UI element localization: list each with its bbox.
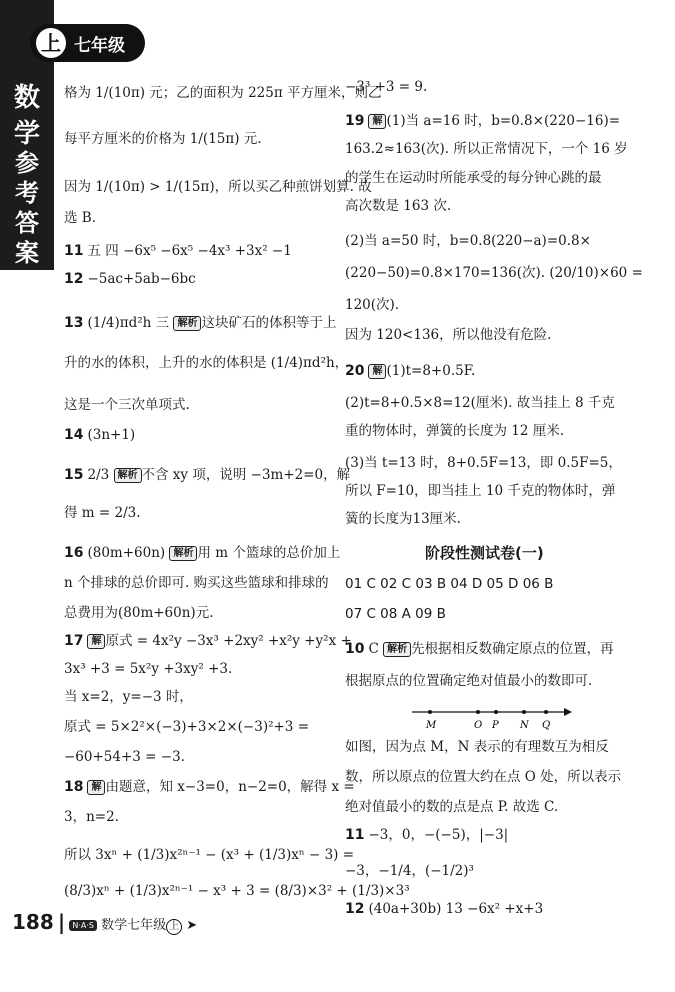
line-text: 3x³ +3 = 5x²y +3xy² +3. [64, 661, 233, 677]
side-subject [0, 80, 54, 152]
side-char: 参 [15, 149, 39, 177]
question-number: 13 [64, 315, 84, 331]
solution-badge: 解 [368, 114, 386, 129]
text-line [64, 310, 336, 336]
text-line [345, 193, 451, 219]
line-text: 簧的长度为13厘米. [345, 511, 461, 527]
grade-circle: 上 [36, 28, 66, 58]
question-number: 11 [64, 243, 84, 259]
line-text: 格为 1/(10π) 元；乙的面积为 225π 平方厘米，则乙 [64, 85, 382, 101]
text-line [345, 260, 643, 286]
text-line [345, 292, 399, 318]
text-line [64, 350, 348, 376]
line-text: 如图，因为点 M，N 表示的有理数互为相反 [345, 739, 609, 755]
line-text: 不含 xy 项，说明 −3m+2=0，解 [141, 467, 351, 483]
line-text: (1)t=8+0.5F. [386, 363, 476, 379]
text-line [64, 205, 96, 231]
question-number: 17 [64, 633, 84, 649]
line-text: (1)当 a=16 时，b=0.8×(220−16)= [386, 113, 621, 129]
text-line [64, 774, 355, 800]
question-number: 18 [64, 779, 84, 795]
text-line [345, 358, 475, 384]
solution-badge: 解 [368, 364, 386, 379]
text-line [64, 628, 352, 654]
solution-badge: 解析 [169, 546, 197, 561]
line-text: 得 m = 2/3. [64, 505, 141, 521]
page-number: 188 [12, 910, 54, 934]
number-line-arrow [564, 708, 572, 716]
text-line [64, 422, 135, 448]
line-text: 升的水的体积，上升的水的体积是 (1/4)πd²h， [64, 355, 349, 371]
footer: 188 | N·A·S 数学七年级 上 ➤ [12, 910, 198, 934]
number-line-label: Q [542, 720, 551, 731]
text-line [345, 858, 474, 884]
text-line [345, 794, 558, 820]
number-line-label: O [474, 720, 483, 731]
text-line [345, 228, 591, 254]
line-text: (220−50)=0.8×170=136(次). (20/10)×60 = [345, 265, 643, 281]
number-line-point [544, 710, 548, 714]
line-text: 2/3 [87, 467, 114, 483]
side-char: 数 [13, 83, 40, 113]
number-line-point [522, 710, 526, 714]
line-text: 原式 = 5×2²×(−3)+3×2×(−3)²+3 = [64, 719, 310, 735]
text-line [345, 896, 543, 922]
text-line [64, 600, 214, 626]
line-text: −3³ +3 = 9. [345, 79, 428, 95]
number-line-point [428, 710, 432, 714]
text-line [345, 390, 615, 416]
text-line [345, 764, 621, 790]
question-number: 12 [64, 271, 84, 287]
line-text: 的学生在运动时所能承受的每分钟心跳的最 [345, 170, 602, 186]
text-line [345, 822, 508, 848]
book-title: 数学七年级 [101, 918, 167, 933]
number-line-label: N [520, 720, 529, 731]
grade-pill [30, 24, 145, 62]
solution-badge: 解 [87, 780, 105, 795]
text-line [64, 714, 309, 740]
line-text: 由题意，知 x−3=0，n−2=0，解得 x = [105, 779, 355, 795]
question-number: 20 [345, 363, 365, 379]
line-text: −3，−1/4，(−1/2)³ [345, 863, 474, 879]
line-text: 数，所以原点的位置大约在点 O 处，所以表示 [345, 769, 622, 785]
line-text: 因为 1/(10π) > 1/(15π)，所以买乙种煎饼划算. 故 [64, 179, 372, 195]
number-line-label: M [426, 720, 437, 731]
side-char: 考 [15, 179, 39, 207]
question-number: 11 [345, 827, 365, 843]
line-text: 高次数是 163 次. [345, 198, 452, 214]
solution-badge: 解析 [173, 316, 201, 331]
text-line [64, 126, 262, 152]
text-line [64, 238, 292, 264]
line-text: 因为 120<136，所以他没有危险. [345, 327, 552, 343]
text-line [345, 418, 564, 444]
line-text: (80m+60n) [87, 545, 170, 561]
line-text: n 个排球的总价即可. 购买这些篮球和排球的 [64, 575, 329, 591]
line-text: −5ac+5ab−6bc [87, 271, 196, 287]
side-char: 答 [15, 209, 39, 237]
text-line [64, 804, 119, 830]
text-line [345, 636, 614, 662]
line-text: 原式 = 4x²y −3x³ +2xy² +x²y +y²x + [105, 633, 352, 649]
line-text: 所以 F=10，即当挂上 10 千克的物体时，弹 [345, 483, 616, 499]
text-line [345, 450, 622, 476]
line-text: 这块矿石的体积等于上 [201, 315, 337, 331]
arrow-icon: ➤ [186, 918, 198, 933]
question-number: 12 [345, 901, 365, 917]
number-line-point [476, 710, 480, 714]
line-text: −60+54+3 = −3. [64, 749, 185, 765]
text-line [345, 165, 602, 191]
publisher-logo: N·A·S [69, 920, 97, 931]
book-tag: 上 [166, 919, 182, 935]
line-text: 选 B. [64, 210, 97, 226]
line-text: 五 四 −6x⁵ −6x⁵ −4x³ +3x² −1 [87, 243, 292, 259]
text-line [345, 734, 609, 760]
text-line [345, 74, 427, 100]
text-line [64, 266, 196, 292]
line-text: 163.2≈163(次). 所以正常情况下，一个 16 岁 [345, 141, 628, 157]
line-text: 这是一个三次单项式. [64, 397, 190, 413]
text-line [64, 500, 141, 526]
number-line [412, 704, 572, 732]
line-text: 120(次). [345, 297, 400, 313]
line-text: 当 x=2，y=−3 时， [64, 689, 193, 705]
text-line [64, 462, 350, 488]
text-line [64, 842, 354, 868]
line-text: 绝对值最小的数的点是点 P. 故选 C. [345, 799, 559, 815]
solution-badge: 解 [87, 634, 105, 649]
answers-row-2: 07 C 08 A 09 B [345, 606, 446, 622]
solution-badge: 解析 [114, 468, 142, 483]
text-line [345, 108, 620, 134]
line-text: 根据原点的位置确定绝对值最小的数即可. [345, 673, 593, 689]
side-char: 学 [13, 119, 40, 149]
line-text: 先根据相反数确定原点的位置，再 [411, 641, 614, 657]
text-line [64, 684, 193, 710]
text-line [64, 80, 382, 106]
line-text: (2)当 a=50 时，b=0.8(220−a)=0.8× [345, 233, 591, 249]
line-text: 所以 3xⁿ + (1/3)x²ⁿ⁻¹ − (x³ + (1/3)xⁿ − 3) = [64, 847, 355, 863]
line-text: 重的物体时，弹簧的长度为 12 厘米. [345, 423, 565, 439]
line-text: 3，n=2. [64, 809, 119, 825]
text-line [64, 174, 372, 200]
text-line [345, 506, 461, 532]
line-text: (1/4)πd²h 三 [87, 315, 174, 331]
answers-row-1: 01 C 02 C 03 B 04 D 05 D 06 B [345, 576, 554, 592]
question-number: 10 [345, 641, 365, 657]
text-line [64, 744, 185, 770]
text-line [64, 540, 340, 566]
question-number: 19 [345, 113, 365, 129]
line-text: (2)t=8+0.5×8=12(厘米). 故当挂上 8 千克 [345, 395, 615, 411]
text-line [345, 668, 592, 694]
side-answers [0, 148, 54, 268]
line-text: (3n+1) [87, 427, 136, 443]
solution-badge: 解析 [383, 642, 411, 657]
section-title: 阶段性测试卷(一) [425, 544, 544, 562]
line-text: (8/3)xⁿ + (1/3)x²ⁿ⁻¹ − x³ + 3 = (8/3)×3² + (1/3)×3³ [64, 883, 410, 899]
line-text: 总费用为(80m+60n)元. [64, 605, 214, 621]
text-line [64, 392, 190, 418]
line-text: (40a+30b) 13 −6x² +x+3 [368, 901, 544, 917]
question-number: 15 [64, 467, 84, 483]
line-text: 每平方厘米的价格为 1/(15π) 元. [64, 131, 262, 147]
question-number: 14 [64, 427, 84, 443]
grade-text: 七年级 [74, 36, 125, 56]
text-line [64, 656, 232, 682]
line-text: (3)当 t=13 时，8+0.5F=13，即 0.5F=5， [345, 455, 622, 471]
line-text: −3，0，−(−5)，|−3| [368, 827, 509, 843]
number-line-point [494, 710, 498, 714]
text-line [64, 570, 329, 596]
side-char: 案 [15, 239, 39, 267]
text-line [345, 322, 551, 348]
number-line-label: P [492, 720, 499, 731]
line-text: 用 m 个篮球的总价加上 [197, 545, 341, 561]
question-number: 16 [64, 545, 84, 561]
text-line [345, 136, 628, 162]
text-line [345, 478, 615, 504]
line-text: C [368, 641, 384, 657]
